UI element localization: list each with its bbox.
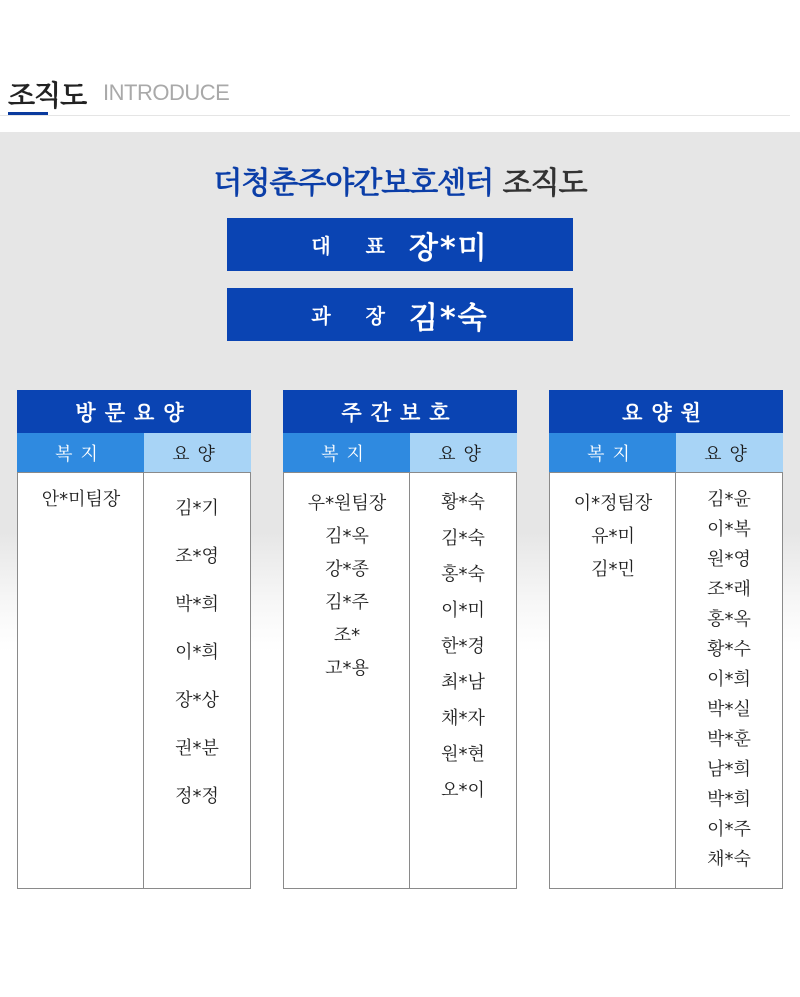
staff-name: 홍*옥 xyxy=(707,609,751,630)
welfare-header: 복지 xyxy=(17,433,144,472)
page-subtitle: INTRODUCE xyxy=(103,80,230,105)
care-header: 요양 xyxy=(144,433,251,472)
staff-name: 박*희 xyxy=(707,789,751,810)
staff-name: 유*미 xyxy=(591,526,635,547)
staff-name: 이*주 xyxy=(707,819,751,840)
care-column xyxy=(675,472,783,889)
department-day-care xyxy=(283,390,517,889)
staff-name: 채*숙 xyxy=(707,849,751,870)
staff-name: 김*기 xyxy=(175,498,219,519)
manager-box xyxy=(227,288,573,341)
ceo-name: 장*미 xyxy=(408,230,489,266)
staff-name: 권*분 xyxy=(175,738,219,759)
department-title: 요양원 xyxy=(549,390,783,433)
welfare-staff-list xyxy=(550,473,676,586)
staff-name: 이*복 xyxy=(707,519,751,540)
page-title: 조직도 xyxy=(8,79,87,112)
welfare-header: 복지 xyxy=(283,433,410,472)
welfare-staff-list xyxy=(284,473,410,685)
staff-name: 김*윤 xyxy=(707,489,751,510)
staff-name: 안*미팀장 xyxy=(41,489,121,510)
department-title: 주간보호 xyxy=(283,390,517,433)
org-chart-label: 조직도 xyxy=(502,166,587,201)
staff-name: 우*원팀장 xyxy=(307,493,387,514)
staff-name: 김*민 xyxy=(591,559,635,580)
department-nursing-home xyxy=(549,390,783,889)
ceo-box xyxy=(227,218,573,271)
staff-name: 정*정 xyxy=(175,786,219,807)
staff-name: 조*래 xyxy=(707,579,751,600)
care-header: 요양 xyxy=(676,433,783,472)
staff-name: 장*상 xyxy=(175,690,219,711)
welfare-staff-list xyxy=(18,473,144,513)
staff-name: 이*정팀장 xyxy=(573,493,653,514)
department-title: 방문요양 xyxy=(17,390,251,433)
staff-name: 최*남 xyxy=(441,672,485,693)
care-column xyxy=(409,472,517,889)
care-staff-list xyxy=(410,473,516,809)
staff-name: 남*희 xyxy=(707,759,751,780)
manager-role: 과 장 xyxy=(311,304,399,328)
staff-name: 원*현 xyxy=(441,744,485,765)
staff-name: 이*희 xyxy=(175,642,219,663)
staff-name: 오*이 xyxy=(441,780,485,801)
care-header: 요양 xyxy=(410,433,517,472)
staff-name: 원*영 xyxy=(707,549,751,570)
staff-name: 박*훈 xyxy=(707,729,751,750)
care-column xyxy=(143,472,251,889)
staff-name: 조*영 xyxy=(175,546,219,567)
staff-name: 박*희 xyxy=(175,594,219,615)
staff-name: 김*주 xyxy=(325,592,369,613)
staff-name: 이*미 xyxy=(441,600,485,621)
staff-name: 황*수 xyxy=(707,639,751,660)
center-name: 더청춘주야간보호센터 xyxy=(213,166,494,201)
staff-name: 고*용 xyxy=(325,658,369,679)
staff-name: 김*숙 xyxy=(441,528,485,549)
header-divider xyxy=(0,115,790,116)
staff-name: 강*종 xyxy=(325,559,369,580)
care-staff-list xyxy=(676,473,782,875)
staff-name: 김*옥 xyxy=(325,526,369,547)
department-home-care xyxy=(17,390,251,889)
welfare-column xyxy=(549,472,677,889)
manager-name: 김*숙 xyxy=(408,300,489,336)
staff-name: 채*자 xyxy=(441,708,485,729)
staff-name: 이*희 xyxy=(707,669,751,690)
org-chart-title xyxy=(0,158,800,202)
ceo-role: 대 표 xyxy=(311,234,399,258)
welfare-column xyxy=(283,472,411,889)
page-header xyxy=(0,0,800,132)
staff-name: 황*숙 xyxy=(441,492,485,513)
staff-name: 박*실 xyxy=(707,699,751,720)
staff-name: 홍*숙 xyxy=(441,564,485,585)
welfare-header: 복지 xyxy=(549,433,676,472)
care-staff-list xyxy=(144,473,250,821)
welfare-column xyxy=(17,472,145,889)
staff-name: 조* xyxy=(333,625,361,646)
staff-name: 한*경 xyxy=(441,636,485,657)
